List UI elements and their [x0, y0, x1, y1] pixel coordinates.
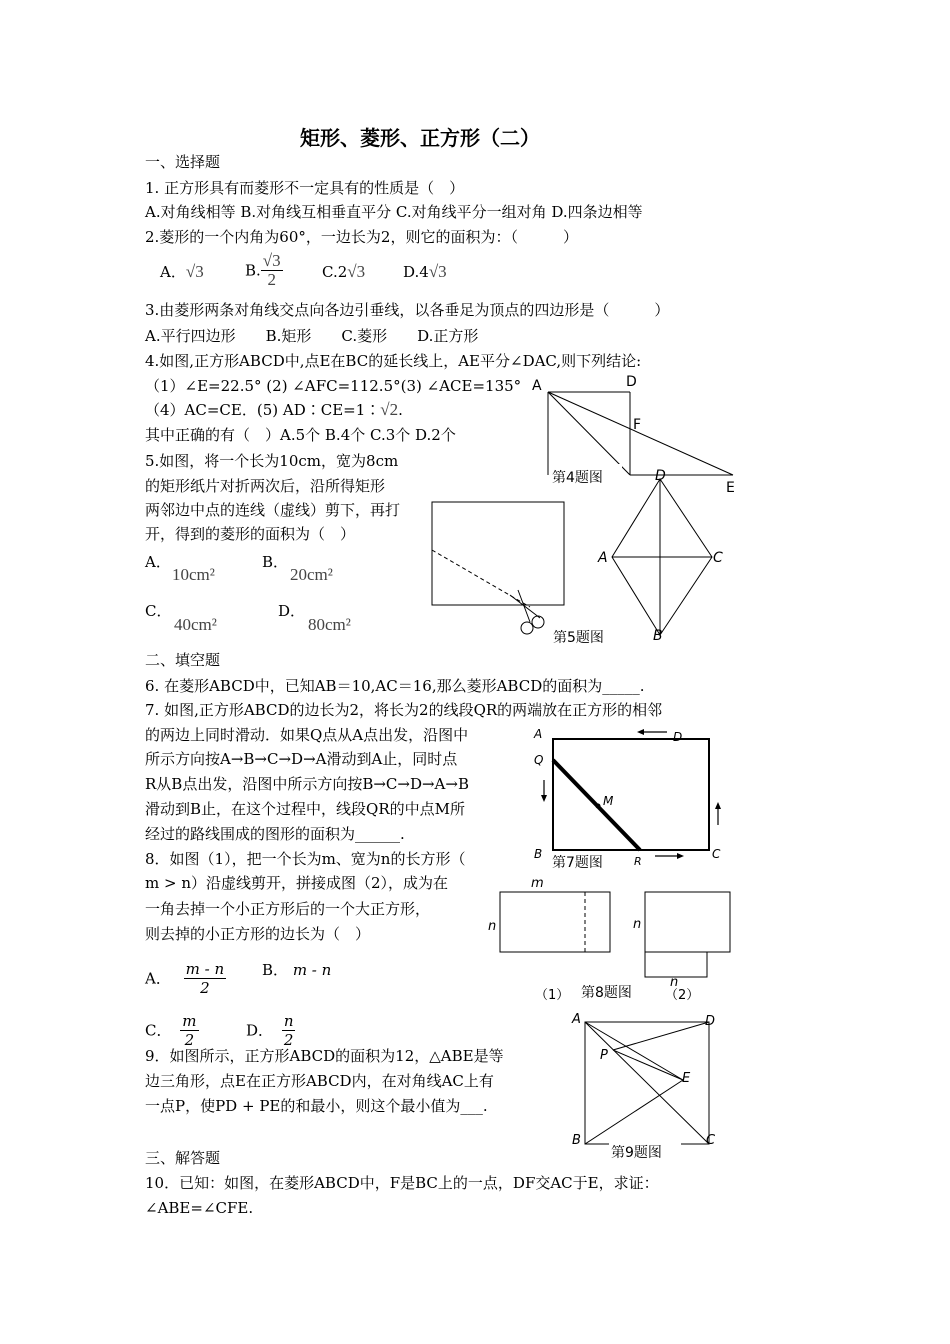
- q5-option-b-label: B．: [262, 553, 289, 571]
- fig7-label-m: M: [603, 794, 614, 808]
- figure-9: [565, 1008, 725, 1163]
- q2-option-c: C.2√3: [322, 262, 366, 281]
- q3-options: A.平行四边形 B.矩形 C.菱形 D.正方形: [145, 327, 479, 345]
- figure-7: [530, 725, 730, 870]
- q7-line-1: 7. 如图,正方形ABCD的边长为2，将长为2的线段QR的两端放在正方形的相邻: [145, 701, 663, 719]
- q6-text: 6. 在菱形ABCD中，已知AB＝10,AC＝16,那么菱形ABCD的面积为_____.: [145, 677, 645, 695]
- fig4-diagonal-ac: [548, 392, 630, 475]
- q5-option-d-value: 80cm²: [308, 615, 351, 634]
- q5-option-d-label: D．: [278, 602, 306, 620]
- page-title: 矩形、菱形、正方形（二）: [300, 126, 540, 150]
- q9-line-1: 9．如图所示，正方形ABCD的面积为12，△ABE是等: [145, 1047, 504, 1065]
- q8-line-2: m > n）沿虚线剪开，拼接成图（2），成为在: [145, 874, 449, 892]
- q10-line-1: 10．已知：如图，在菱形ABCD中，F是BC上的一点，DF交AC于E，求证：: [145, 1174, 659, 1192]
- fig9-label-a: A: [572, 1012, 581, 1027]
- fig5-paper-rect: [432, 502, 564, 605]
- fig9-line-be: [585, 1080, 683, 1144]
- q10-line-2: ∠ABE=∠CFE.: [145, 1199, 254, 1217]
- q5-option-c-label: C．: [145, 602, 172, 620]
- q2-b-denominator: 2: [267, 270, 276, 289]
- fig8-label-n-3: n: [670, 975, 679, 990]
- q4-conclusions-1: （1）∠E=22.5° (2) ∠AFC=112.5°(3) ∠ACE=135°: [145, 377, 522, 395]
- fig8-label-n-1: n: [488, 919, 497, 934]
- fig4-label-e: E: [726, 480, 735, 496]
- fig8-caption-1: （1）: [535, 988, 570, 1003]
- q4-options: 其中正确的有（ ）A.5个 B.4个 C.3个 D.2个: [145, 426, 456, 444]
- q5-option-c-value: 40cm²: [174, 615, 217, 634]
- fig7-midpoint-m: [596, 804, 601, 809]
- q5-line-2: 的矩形纸片对折两次后，沿所得矩形: [145, 477, 386, 495]
- q7-line-6: 经过的路线围成的图形的面积为______.: [145, 825, 405, 843]
- q2-a-value: 3: [195, 262, 204, 281]
- arrow-right-icon: [655, 853, 684, 859]
- q1-stem: 1. 正方形具有而菱形不一定具有的性质是（ ）: [145, 179, 465, 197]
- q8-option-a: [145, 960, 226, 997]
- arrow-up-icon: [715, 802, 721, 825]
- fig9-label-d: D: [705, 1014, 716, 1029]
- q2-b-label: B.: [245, 261, 261, 280]
- q7-line-5: 滑动到B止，在这个过程中，线段QR的中点M所: [145, 800, 465, 818]
- fig7-label-b: B: [534, 847, 543, 861]
- q2-d-label: D.4: [403, 263, 429, 281]
- q2-a-label: A．: [160, 263, 186, 281]
- q3-stem: 3.由菱形两条对角线交点向各边引垂线，以各垂足为顶点的四边形是（ ）: [145, 301, 670, 319]
- fig9-label-p: P: [600, 1048, 608, 1063]
- q9-line-3: 一点P，使PD + PE的和最小，则这个最小值为___.: [145, 1097, 488, 1115]
- scissors-icon: [510, 590, 544, 634]
- q4-line2-text: （4）AC=CE．(5) AD∶CE=1∶: [145, 401, 381, 419]
- figure-5-paper: [430, 500, 570, 640]
- fig8-rect-2-bottom: [645, 952, 707, 977]
- section-answer-heading: 三、解答题: [145, 1149, 221, 1167]
- q4-conclusions-2: （4）AC=CE．(5) AD∶CE=1∶√2.: [145, 400, 403, 419]
- q8-d-numerator: n: [283, 1012, 294, 1030]
- q2-b-numerator: 3: [272, 251, 281, 270]
- fig5-caption: 第5题图: [553, 630, 604, 646]
- q8-d-label: D．: [246, 1021, 274, 1040]
- q5-option-a-label: A．: [145, 553, 171, 571]
- q1-options: A.对角线相等 B.对角线互相垂直平分 C.对角线平分一组对角 D.四条边相等: [145, 203, 643, 221]
- fig9-caption: 第9题图: [611, 1145, 662, 1161]
- q8-c-label: C．: [145, 1021, 172, 1040]
- arrow-down-icon: [541, 780, 547, 802]
- fig4-label-d: D: [626, 374, 637, 390]
- q8-c-denominator: 2: [184, 1031, 195, 1049]
- fig5-label-c: C: [713, 550, 723, 566]
- arrow-left-icon: [637, 729, 667, 735]
- q5-line-3: 两邻边中点的连线（虚线）剪下，再打: [145, 501, 401, 519]
- fig9-label-e: E: [682, 1071, 691, 1086]
- fig5-label-b: B: [653, 628, 663, 644]
- section-fill-heading: 二、填空题: [145, 651, 221, 669]
- q8-c-numerator: m: [182, 1012, 197, 1030]
- fig4-caption: 第4题图: [552, 470, 603, 486]
- fig7-label-a: A: [534, 727, 543, 741]
- q7-line-2: 的两边上同时滑动．如果Q点从A点出发，沿图中: [145, 726, 469, 744]
- fig8-label-n-2: n: [633, 917, 642, 932]
- fig9-label-b: B: [572, 1133, 581, 1148]
- fig7-caption: 第7题图: [552, 855, 603, 871]
- fig7-label-c: C: [712, 847, 721, 861]
- q8-line-4: 则去掉的小正方形的边长为（ ）: [145, 925, 371, 943]
- q2-d-value: 3: [438, 262, 447, 281]
- q5-line-4: 开，得到的菱形的面积为（ ）: [145, 525, 356, 543]
- fig7-label-d: D: [673, 730, 683, 744]
- q8-b-label: B．: [262, 961, 289, 979]
- q7-line-4: R从B点出发，沿图中所示方向按B→C→D→A→B: [145, 775, 469, 793]
- q7-line-3: 所示方向按A→B→C→D→A滑动到A止，同时点: [145, 750, 458, 768]
- fig7-label-r: R: [634, 855, 642, 868]
- q8-b-value: m - n: [292, 961, 332, 979]
- q8-line-1: 8．如图（1），把一个长为m、宽为n的长方形（: [145, 850, 466, 868]
- q8-d-denominator: 2: [283, 1031, 294, 1049]
- fig9-line-pe: [613, 1050, 683, 1080]
- q2-option-b: B. $\frac{√3}{2}$: [245, 251, 281, 289]
- q8-line-3: 一角去掉一个小正方形后的一个大正方形，: [145, 900, 431, 918]
- q8-a-label: A．: [145, 969, 171, 988]
- q8-option-c: [145, 1012, 199, 1049]
- q5-option-a-value: 10cm²: [172, 565, 215, 584]
- figure-5-rhombus: [590, 465, 730, 643]
- q2-c-value: 3: [356, 262, 366, 281]
- q2-option-a: A．√3: [160, 262, 204, 281]
- q5-line-1: 5.如图，将一个长为10cm，宽为8cm: [145, 452, 399, 470]
- q8-option-b: [262, 960, 331, 980]
- q8-option-d: [246, 1012, 295, 1049]
- q4-line2-root: 2: [389, 400, 399, 419]
- fig9-label-c: C: [706, 1133, 716, 1148]
- fig4-label-a: A: [532, 378, 542, 394]
- q8-a-denominator: 2: [184, 978, 227, 997]
- fig8-rect-2-top: [645, 892, 730, 952]
- fig4-label-f: F: [633, 417, 642, 433]
- fig4-line-ae: [548, 392, 733, 475]
- q4-line2-end: .: [398, 401, 403, 419]
- fig7-label-q: Q: [534, 753, 544, 767]
- q2-stem: 2.菱形的一个内角为60°，一边长为2，则它的面积为：（ ）: [145, 228, 578, 246]
- fig7-square: [553, 739, 709, 850]
- q2-option-d: D.4√3: [403, 262, 447, 281]
- q4-stem: 4.如图,正方形ABCD中,点E在BC的延长线上，AE平分∠DAC,则下列结论:: [145, 352, 642, 370]
- fig5-label-a: A: [598, 550, 608, 566]
- fig9-line-pd: [613, 1022, 709, 1050]
- section-choice-heading: 一、选择题: [145, 153, 221, 171]
- fig8-caption-2: （2）: [665, 988, 700, 1003]
- figure-8: [485, 872, 735, 1007]
- fig8-label-m: m: [531, 876, 544, 891]
- fig8-caption: 第8题图: [581, 985, 632, 1001]
- q9-line-2: 边三角形，点E在正方形ABCD内，在对角线AC上有: [145, 1072, 494, 1090]
- fig5-label-d: D: [655, 468, 666, 484]
- fig8-rect-1: [500, 892, 610, 952]
- q2-c-label: C.2: [322, 263, 348, 281]
- q8-a-numerator: m - n: [185, 960, 225, 978]
- q5-option-b-value: 20cm²: [290, 565, 333, 584]
